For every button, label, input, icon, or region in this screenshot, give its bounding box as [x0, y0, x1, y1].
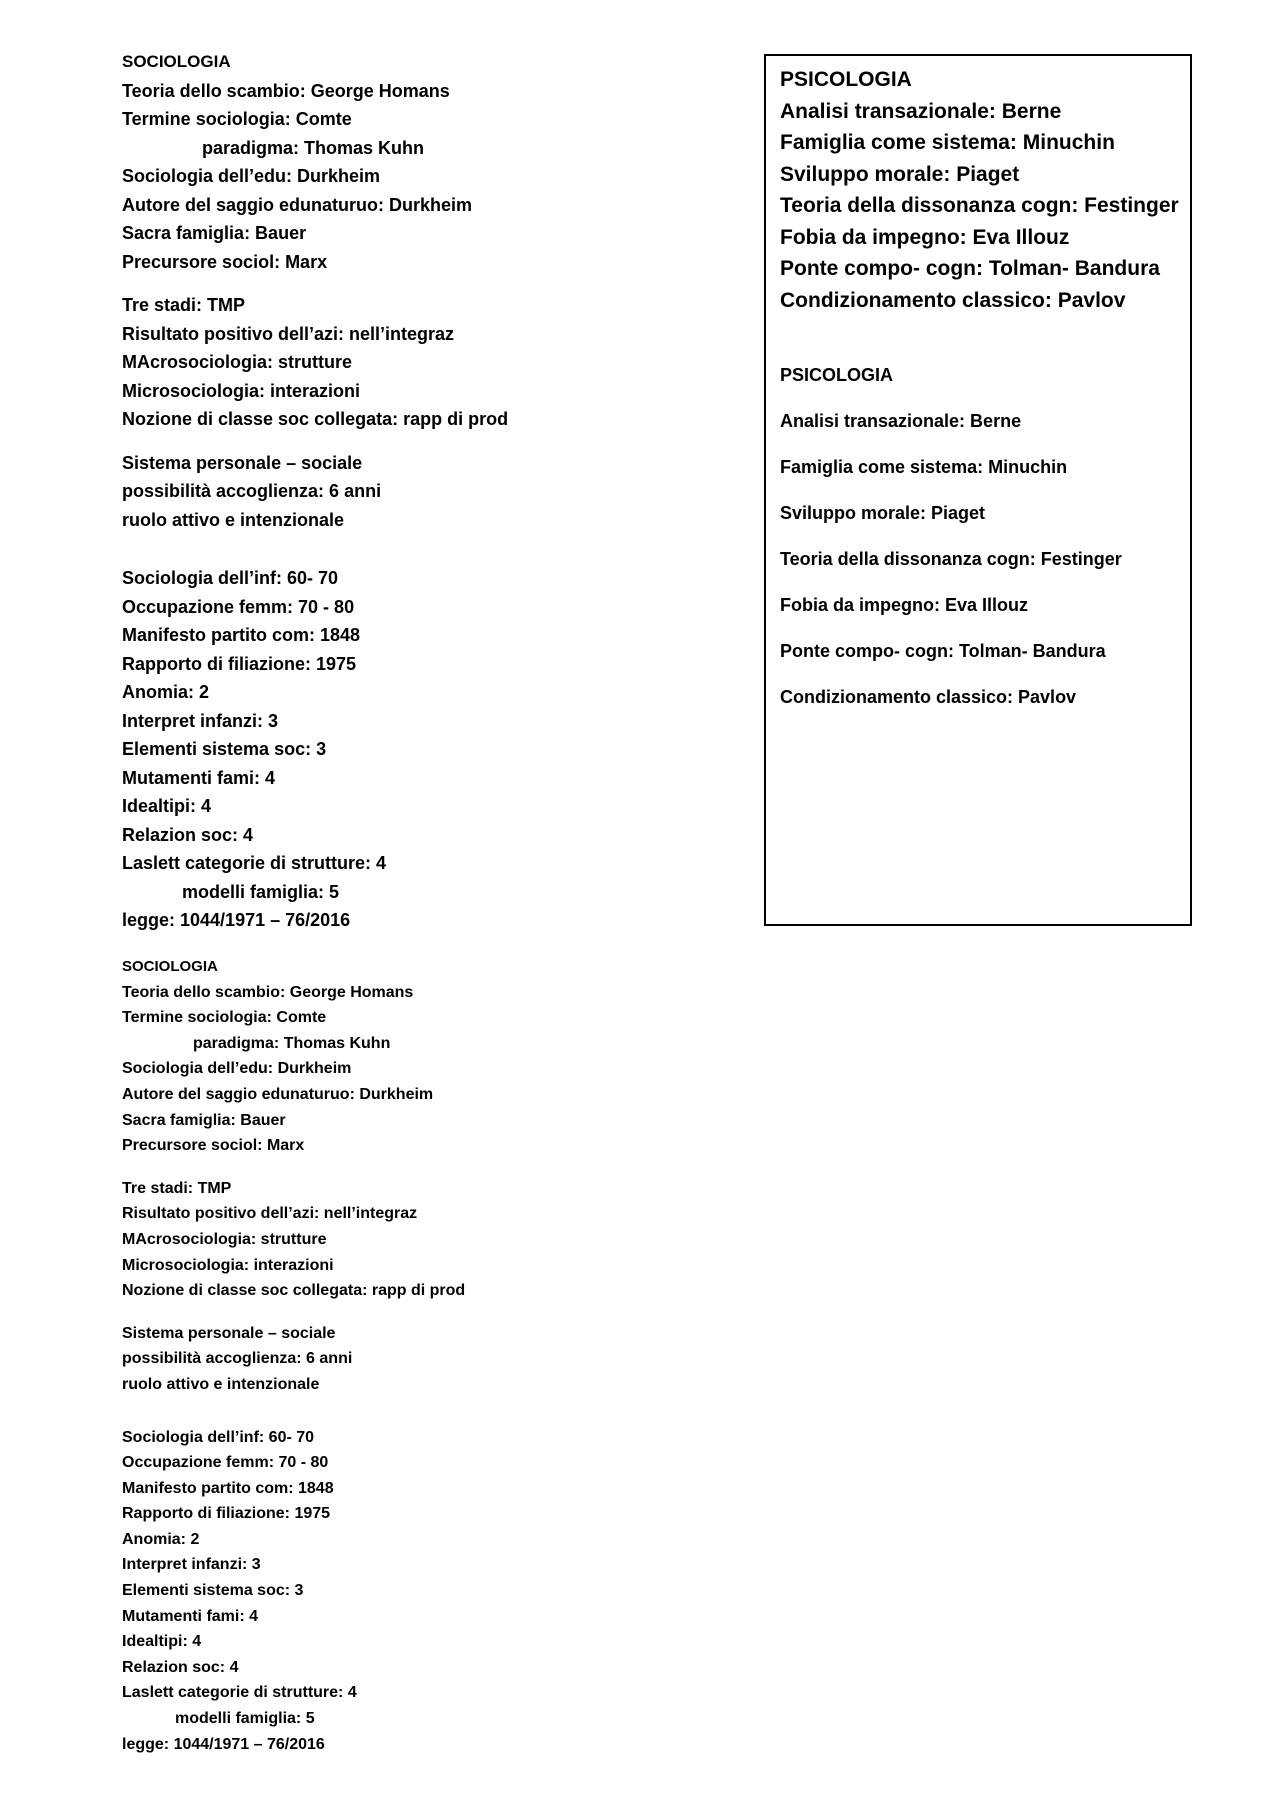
text-line: Sociologia dell’inf: 60- 70	[122, 1428, 315, 1446]
text-line: Famiglia come sistema: Minuchin	[780, 457, 1068, 477]
text-line: Relazion soc: 4	[122, 1658, 239, 1676]
text-line: modelli famiglia: 5	[175, 1710, 315, 1728]
text-line: Analisi transazionale: Berne	[780, 411, 1022, 431]
sociologia-group-2	[122, 1176, 465, 1304]
text-line: Nozione di classe soc collegata: rapp di prod	[122, 1282, 466, 1300]
text-line: Idealtipi: 4	[122, 1633, 202, 1651]
text-line: Manifesto partito com: 1848	[122, 625, 361, 645]
psicologia-section-small	[780, 364, 1122, 732]
text-line: Laslett categorie di strutture: 4	[122, 1684, 357, 1702]
text-line: Sistema personale – sociale	[122, 1324, 336, 1342]
text-line: Rapporto di filiazione: 1975	[122, 1505, 331, 1523]
text-line: Occupazione femm: 70 - 80	[122, 1454, 329, 1472]
text-line: legge: 1044/1971 – 76/2016	[122, 1735, 325, 1753]
text-line: Condizionamento classico: Pavlov	[780, 288, 1126, 312]
text-line: paradigma: Thomas Kuhn	[193, 1034, 391, 1052]
text-line: Interpret infanzi: 3	[122, 710, 279, 731]
text-line: ruolo attivo e intenzionale	[122, 509, 345, 530]
psicologia-section-large	[780, 64, 1179, 316]
text-line: Autore del saggio edunaturuo: Durkheim	[122, 1085, 434, 1103]
text-line: Sociologia dell’inf: 60- 70	[122, 568, 339, 588]
text-line: ruolo attivo e intenzionale	[122, 1375, 320, 1393]
sociologia-group-1	[122, 48, 508, 276]
text-line: MAcrosociologia: strutture	[122, 352, 353, 372]
sociologia-group-2	[122, 291, 508, 434]
text-line: Tre stadi: TMP	[122, 1179, 232, 1197]
text-line: Relazion soc: 4	[122, 824, 254, 845]
text-line: Precursore sociol: Marx	[122, 251, 328, 272]
text-line: Precursore sociol: Marx	[122, 1137, 305, 1155]
text-line: Occupazione femm: 70 - 80	[122, 596, 355, 617]
section-title: PSICOLOGIA	[780, 365, 894, 385]
text-line: Sistema personale – sociale	[122, 452, 363, 473]
text-line: Interpret infanzi: 3	[122, 1556, 261, 1574]
text-line: Sacra famiglia: Bauer	[122, 223, 307, 243]
text-line: Laslett categorie di strutture: 4	[122, 853, 387, 873]
text-line: Fobia da impegno: Eva Illouz	[780, 225, 1070, 249]
text-line: possibilità accoglienza: 6 anni	[122, 1350, 353, 1368]
text-line: Teoria della dissonanza cogn: Festinger	[780, 194, 1179, 217]
text-line: Elementi sistema soc: 3	[122, 739, 327, 759]
sociologia-group-3	[122, 1321, 465, 1398]
text-line: Condizionamento classico: Pavlov	[780, 687, 1077, 707]
text-line: Ponte compo- cogn: Tolman- Bandura	[780, 257, 1160, 280]
text-line: Risultato positivo dell’azi: nell’integraz	[122, 323, 455, 344]
text-line: Rapporto di filiazione: 1975	[122, 653, 357, 674]
text-line: Famiglia come sistema: Minuchin	[780, 131, 1115, 154]
sociologia-group-4	[122, 564, 508, 935]
text-line: Teoria della dissonanza cogn: Festinger	[780, 549, 1122, 569]
text-line: Elementi sistema soc: 3	[122, 1582, 304, 1600]
text-line: Microsociologia: interazioni	[122, 1256, 334, 1274]
text-line: Sociologia dell’edu: Durkheim	[122, 166, 381, 186]
text-line: MAcrosociologia: strutture	[122, 1230, 327, 1248]
text-line: Termine sociologia: Comte	[122, 1009, 327, 1027]
text-line: Fobia da impegno: Eva Illouz	[780, 595, 1029, 615]
section-title: SOCIOLOGIA	[122, 52, 231, 71]
text-line: Anomia: 2	[122, 1530, 200, 1548]
text-line: Mutamenti fami: 4	[122, 767, 276, 788]
text-line: Sviluppo morale: Piaget	[780, 162, 1020, 186]
text-line: possibilità accoglienza: 6 anni	[122, 481, 382, 501]
text-line: Nozione di classe soc collegata: rapp di prod	[122, 409, 509, 429]
sociologia-section-small	[122, 954, 465, 1774]
text-line: Anomia: 2	[122, 682, 210, 702]
text-line: Autore del saggio edunaturuo: Durkheim	[122, 194, 473, 215]
sociologia-group-1	[122, 954, 465, 1159]
text-line: Ponte compo- cogn: Tolman- Bandura	[780, 641, 1106, 661]
text-line: Tre stadi: TMP	[122, 295, 246, 315]
text-line: Analisi transazionale: Berne	[780, 99, 1062, 123]
text-line: Sviluppo morale: Piaget	[780, 503, 986, 523]
sociologia-group-3	[122, 449, 508, 535]
section-title: SOCIOLOGIA	[122, 958, 218, 975]
text-line: paradigma: Thomas Kuhn	[202, 137, 425, 158]
text-line: Sacra famiglia: Bauer	[122, 1111, 286, 1129]
text-line: Sociologia dell’edu: Durkheim	[122, 1060, 352, 1078]
text-line: Manifesto partito com: 1848	[122, 1479, 334, 1497]
sociologia-section-large	[122, 48, 508, 950]
text-line: Mutamenti fami: 4	[122, 1607, 259, 1625]
text-line: Risultato positivo dell’azi: nell’integraz	[122, 1205, 418, 1223]
text-line: Teoria dello scambio: George Homans	[122, 983, 414, 1001]
text-line: Idealtipi: 4	[122, 796, 212, 816]
section-title: PSICOLOGIA	[780, 68, 912, 91]
text-line: legge: 1044/1971 – 76/2016	[122, 910, 351, 930]
text-line: Microsociologia: interazioni	[122, 380, 361, 401]
text-line: Teoria dello scambio: George Homans	[122, 80, 450, 101]
sociologia-group-4	[122, 1425, 465, 1758]
text-line: modelli famiglia: 5	[182, 881, 340, 902]
text-line: Termine sociologia: Comte	[122, 109, 352, 129]
